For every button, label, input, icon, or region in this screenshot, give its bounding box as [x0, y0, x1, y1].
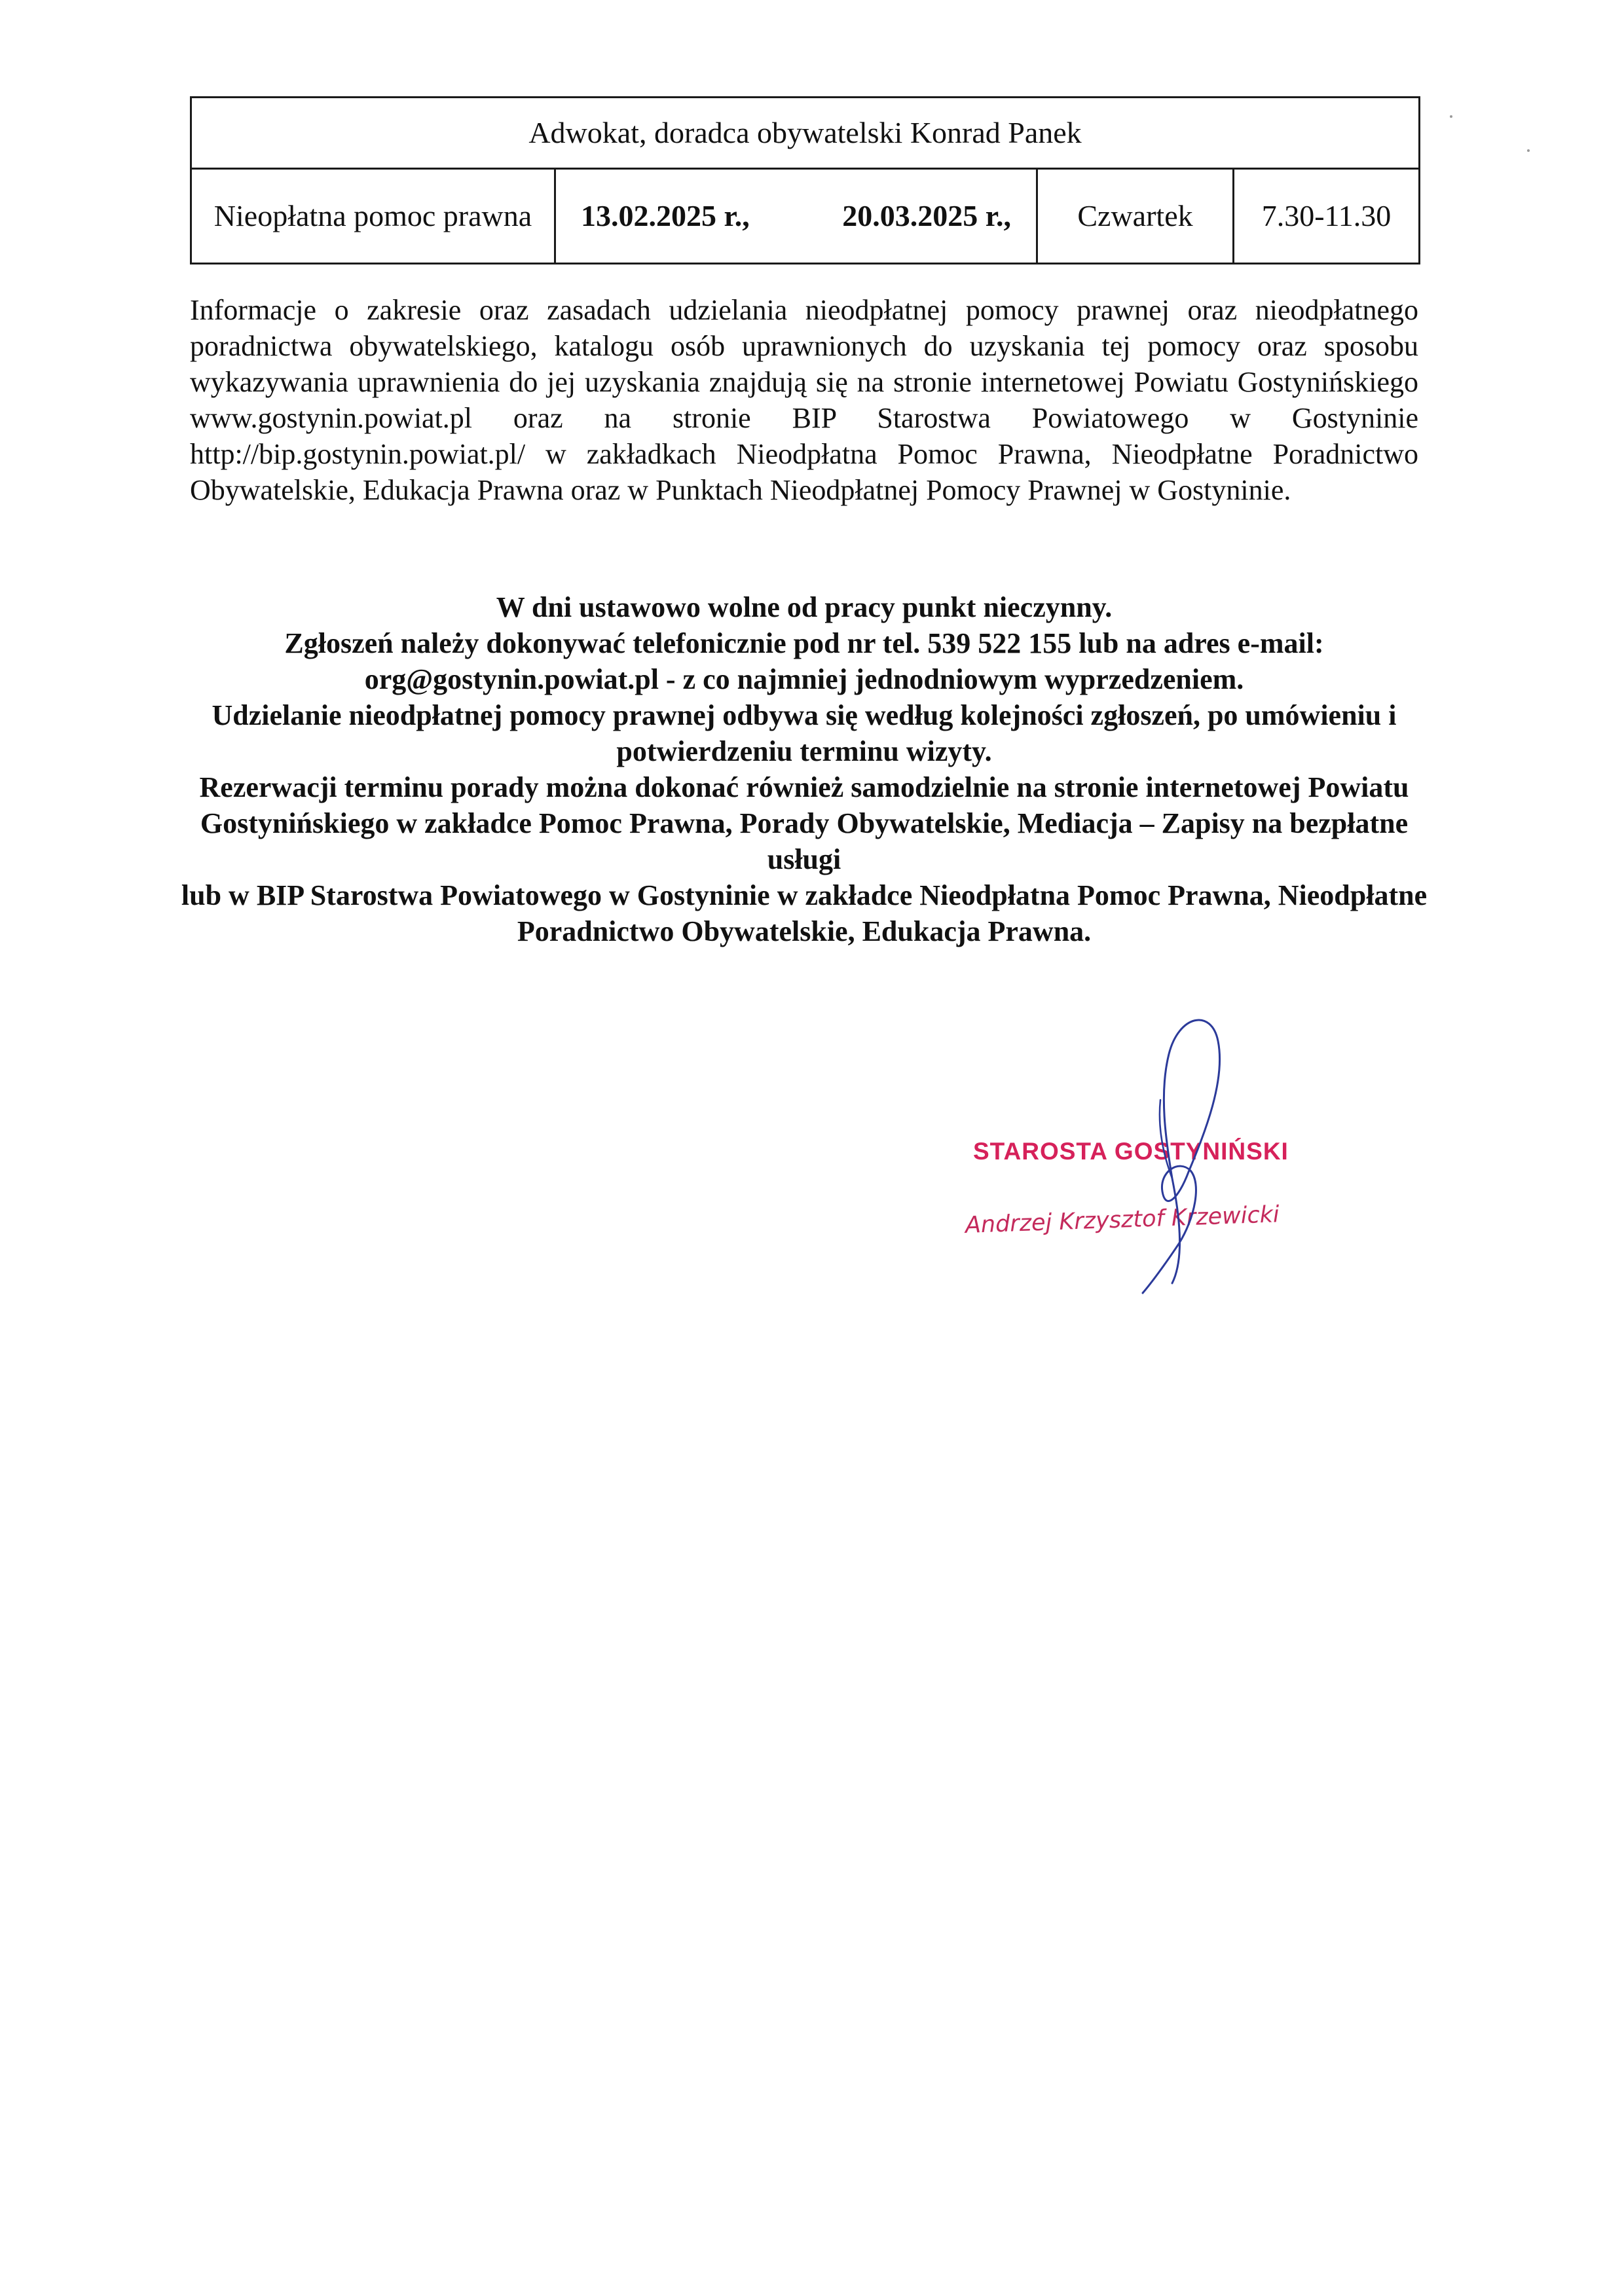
intro-paragraph: Informacje o zakresie oraz zasadach udzielania nieodpłatnej pomocy prawnej oraz nieodpłatnego poradnictwa obywatelskiego, katalogu osób uprawnionych do uzyskania tej pomocy oraz sposobu wykazywania uprawnienia do jej uzyskania znajdują się na stronie internetowej Powiatu Gostynińskiego www.gostynin.powiat.pl oraz na stronie BIP Starostwa Powiatowego w Gostyninie http://bip.gostynin.powiat.pl/ w zakładkach Nieodpłatna Pomoc Prawna, Nieodpłatne Poradnictwo Obywatelskie, Edukacja Prawna oraz w Punktach Nieodpłatnej Pomocy Prawnej w Gostyninie.	[190, 294, 1418, 506]
date-2: 20.03.2025 r.,	[842, 199, 1011, 232]
hours-cell: 7.30-11.30	[1234, 169, 1420, 264]
dates-cell	[555, 169, 1037, 264]
handwritten-signature	[1074, 995, 1244, 1296]
notice-line-bip: lub w BIP Starostwa Powiatowego w Gostyninie w zakładce Nieodpłatna Pomoc Prawna, Nieodpłatne Poradnictwo Obywatelskie, Edukacja Prawna.	[181, 879, 1428, 947]
schedule-table	[190, 96, 1420, 264]
scan-speck	[1527, 149, 1530, 152]
notice-line-closed-days: W dni ustawowo wolne od pracy punkt nieczynny.	[496, 591, 1113, 623]
notice-line-online-booking: Rezerwacji terminu porady można dokonać również samodzielnie na stronie internetowej Powiatu Gostynińskiego w zakładce Pomoc Prawna, Porady Obywatelskie, Mediacja – Zapisy na bezpłatne usługi	[199, 771, 1409, 875]
notice-line-order: Udzielanie nieodpłatnej pomocy prawnej odbywa się według kolejności zgłoszeń, po umówieniu i potwierdzeniu terminu wizyty.	[212, 699, 1397, 767]
stamp-name: Andrzej Krzysztof Krzewicki	[965, 1201, 1280, 1239]
table-header-row	[191, 98, 1420, 169]
stamp-title: STAROSTA GOSTYNIŃSKI	[973, 1138, 1289, 1165]
notice-block	[177, 589, 1431, 949]
table-row	[191, 169, 1420, 264]
notice-line-contact: Zgłoszeń należy dokonywać telefonicznie pod nr tel. 539 522 155 lub na adres e-mail: org@gostynin.powiat.pl - z co najmniej jednodniowym wyprzedzeniem.	[284, 627, 1324, 695]
scan-speck	[1450, 115, 1452, 118]
date-1: 13.02.2025 r.,	[581, 199, 750, 232]
service-cell: Nieopłatna pomoc prawna	[191, 169, 555, 264]
advocate-name-cell: Adwokat, doradca obywatelski Konrad Panek	[191, 98, 1420, 169]
weekday-cell: Czwartek	[1037, 169, 1234, 264]
